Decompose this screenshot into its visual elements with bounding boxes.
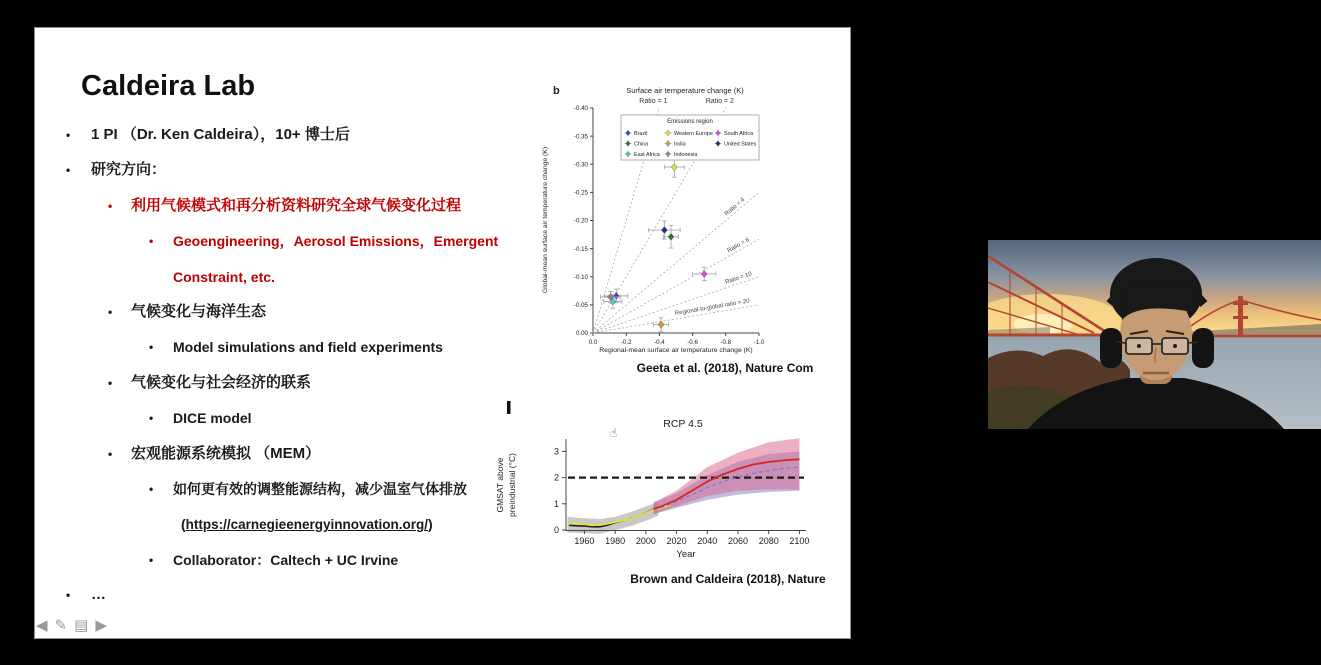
bullet-marker: • (108, 198, 113, 213)
bullet-marker: • (108, 305, 113, 319)
scatter-caption: Geeta et al. (2018), Nature Com (636, 361, 814, 375)
bullet-item (35, 372, 850, 394)
svg-text:0.0: 0.0 (588, 339, 598, 346)
svg-text:Ratio = 6: Ratio = 6 (726, 237, 751, 255)
eye-left (1137, 344, 1141, 348)
svg-text:East Africa: East Africa (634, 151, 660, 158)
svg-text:Year: Year (676, 549, 696, 560)
svg-text:1960: 1960 (574, 536, 595, 546)
webcam-video (988, 240, 1321, 429)
svg-text:1980: 1980 (605, 536, 626, 546)
svg-text:Brazil: Brazil (634, 130, 648, 137)
bullet-text: 气候变化与海洋生态 (131, 303, 267, 320)
svg-text:-0.2: -0.2 (620, 339, 632, 346)
scatter-points (600, 157, 715, 331)
svg-text:-0.35: -0.35 (573, 133, 588, 141)
bullet-marker: • (66, 588, 71, 603)
webcam-scene (988, 240, 1321, 429)
bullet-item (35, 584, 850, 606)
bullet-marker: • (66, 163, 71, 178)
svg-text:-0.10: -0.10 (573, 273, 588, 281)
forward-arrow-icon[interactable]: ▶ (95, 617, 107, 634)
svg-text:-1.0: -1.0 (753, 339, 765, 346)
headphone-earcup-right (1192, 328, 1214, 368)
svg-text:-0.30: -0.30 (573, 161, 588, 169)
bullet-text: 宏观能源系统模拟 （MEM） (131, 444, 321, 462)
svg-text:Global-mean surface air temper: Global-mean surface air temperature change (K) (542, 146, 549, 294)
legend (621, 115, 759, 160)
bullet-text-with-link: (https://carnegieenergyinnovation.org/) (181, 516, 433, 533)
svg-text:United States: United States (724, 141, 757, 148)
svg-text:Regional-mean surface air temp: Regional-mean surface air temperature change (K) (599, 347, 753, 354)
svg-text:RCP 4.5: RCP 4.5 (663, 418, 703, 430)
svg-text:-0.05: -0.05 (573, 302, 588, 310)
carnegie-link[interactable]: https://carnegieenergyinnovation.org/ (185, 517, 428, 533)
projection-caption: Brown and Caldeira (2018), Nature (630, 572, 826, 586)
svg-text:-0.8: -0.8 (720, 339, 732, 346)
notes-icon[interactable]: ▤ (74, 617, 89, 634)
bullet-text: 研究方向： (91, 161, 167, 179)
svg-text:2100: 2100 (789, 536, 810, 546)
svg-text:3: 3 (553, 446, 559, 457)
svg-text:Ratio = 2: Ratio = 2 (705, 98, 734, 105)
projection-chart (485, 393, 815, 567)
svg-text:Surface air temperature change: Surface air temperature change (K) (626, 86, 744, 95)
svg-text:1: 1 (553, 498, 559, 509)
svg-text:2020: 2020 (666, 536, 687, 546)
bullet-text: 如何更有效的调整能源结构，减少温室气体排放 (173, 481, 467, 497)
svg-text:India: India (674, 141, 686, 148)
svg-text:preindustrial (°C): preindustrial (°C) (507, 453, 517, 517)
svg-text:-0.20: -0.20 (573, 217, 588, 225)
svg-text:0.00: 0.00 (575, 330, 588, 338)
svg-text:-0.15: -0.15 (573, 245, 588, 253)
svg-text:South Africa: South Africa (724, 130, 754, 137)
bullet-marker: • (108, 446, 113, 461)
svg-text:-0.40: -0.40 (573, 105, 588, 113)
bullet-marker: • (108, 375, 113, 390)
bullet-text: … (91, 586, 106, 604)
scatter-chart (535, 76, 835, 361)
svg-text:2000: 2000 (635, 536, 656, 546)
svg-text:Ratio = 4: Ratio = 4 (723, 197, 747, 218)
svg-text:-0.25: -0.25 (573, 189, 588, 197)
bullet-text: DICE model (173, 410, 252, 427)
svg-text:0: 0 (553, 525, 559, 535)
slideshow-toolbar (36, 616, 107, 634)
bullet-text: Constraint, etc. (173, 268, 275, 285)
bullet-marker: • (149, 234, 154, 249)
bullet-text: 气候变化与社会经济的联系 (131, 373, 312, 391)
svg-text:-0.6: -0.6 (687, 339, 698, 346)
mouse-pointer-icon: ☝ (610, 426, 618, 440)
bullet-marker: • (149, 411, 154, 426)
svg-text:b: b (553, 85, 560, 97)
eye-right (1173, 344, 1177, 348)
pen-icon[interactable]: ✎ (54, 617, 68, 634)
svg-text:Western Europe: Western Europe (674, 130, 713, 137)
bullet-text: Model simulations and field experiments (173, 339, 443, 356)
svg-text:2040: 2040 (697, 536, 718, 546)
bullet-marker: • (149, 552, 154, 567)
bullet-text: 利用气候模式和再分析资料研究全球气候变化过程 (131, 196, 462, 214)
bullet-text: Geoengineering，Aerosol Emissions，Emergent (173, 233, 499, 250)
svg-text:2080: 2080 (758, 536, 779, 546)
nose (1155, 348, 1156, 363)
svg-text:-0.4: -0.4 (654, 339, 665, 346)
svg-text:2060: 2060 (727, 536, 749, 546)
svg-text:GMSAT above: GMSAT above (495, 457, 505, 513)
svg-text:2: 2 (553, 472, 559, 483)
bullet-text: 1 PI （Dr. Ken Caldeira），10+ 博士后 (91, 126, 350, 143)
bullet-marker: • (149, 340, 154, 355)
svg-text:Emissions region: Emissions region (667, 119, 713, 125)
svg-text:China: China (634, 141, 649, 148)
bullet-text: Collaborator：Caltech + UC Irvine (173, 551, 399, 568)
headphone-earcup-left (1100, 328, 1122, 368)
svg-text:Ratio = 1: Ratio = 1 (639, 98, 668, 105)
back-arrow-icon[interactable]: ◀ (36, 617, 48, 634)
svg-text:Indonesia: Indonesia (674, 151, 698, 158)
shared-slide (34, 27, 851, 639)
page-title: Caldeira Lab (81, 70, 256, 102)
bullet-marker: • (66, 128, 71, 142)
bullet-marker: • (149, 482, 154, 496)
svg-text:Regional-to-global ratio = 20: Regional-to-global ratio = 20 (674, 298, 751, 318)
svg-text:Ratio = 10: Ratio = 10 (724, 271, 753, 286)
